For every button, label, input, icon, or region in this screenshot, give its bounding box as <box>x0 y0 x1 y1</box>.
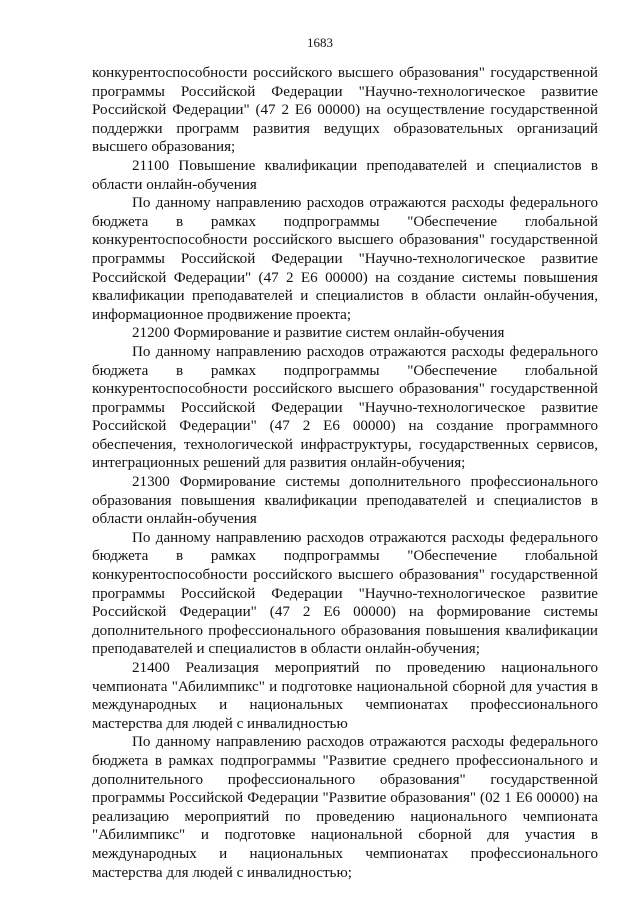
paragraph: По данному направлению расходов отражаются расходы федерального бюджета в рамках подпрограммы "Обеспечение глобальной конкурентоспособности российского высшего образования" государственной программы Российской Федерации "Научно-технологическое развитие Российской Федерации" (47 2 Е6 00000) на создание программного обеспечения, технологической инфраструктуры, государственных сервисов, интеграционных решений для развития онлайн-обучения; <box>92 343 598 472</box>
page-number: 1683 <box>307 35 333 50</box>
document-body <box>92 64 598 882</box>
paragraph: По данному направлению расходов отражаются расходы федерального бюджета в рамках подпрограммы "Обеспечение глобальной конкурентоспособности российского высшего образования" государственной программы Российской Федерации "Научно-технологическое развитие Российской Федерации" (47 2 Е6 00000) на формирование системы дополнительного профессионального образования повышения квалификации преподавателей и специалистов в области онлайн-обучения; <box>92 529 598 658</box>
paragraph: 21200 Формирование и развитие систем онлайн-обучения <box>132 325 505 342</box>
paragraph: 21300 Формирование системы дополнительного профессионального образования повышения квалификации преподавателей и специалистов в области онлайн-обучения <box>92 474 598 528</box>
paragraph: По данному направлению расходов отражаются расходы федерального бюджета в рамках подпрограммы "Обеспечение глобальной конкурентоспособности российского высшего образования" государственной программы Российской Федерации "Научно-технологическое развитие Российской Федерации" (47 2 Е6 00000) на создание системы повышения квалификации преподавателей и специалистов в области онлайн-обучения, информационное продвижение проекта; <box>92 195 598 323</box>
paragraph: 21100 Повышение квалификации преподавателей и специалистов в области онлайн-обучения <box>92 157 598 193</box>
paragraph: 21400 Реализация мероприятий по проведению национального чемпионата "Абилимпикс" и подготовке национальной сборной для участия в международных и национальных чемпионатах профессионального мастерства для людей с инвалидностью <box>92 660 598 732</box>
paragraph: По данному направлению расходов отражаются расходы федерального бюджета в рамках подпрограммы "Развитие среднего профессионального и дополнительного профессионального образования" государственной программы Российской Федерации "Развитие образования" (02 1 Е6 00000) на реализацию мероприятий по проведению национального чемпионата "Абилимпикс" и подготовке национальной сборной для участия в международных и национальных чемпионатах профессионального мастерства для людей с инвалидностью; <box>92 734 598 881</box>
paragraph: конкурентоспособности российского высшего образования" государственной программы Российской Федерации "Научно-технологическое развитие Российской Федерации" (47 2 Е6 00000) на осуществление государственной поддержки программ развития ведущих образовательных организаций высшего образования; <box>92 65 598 156</box>
